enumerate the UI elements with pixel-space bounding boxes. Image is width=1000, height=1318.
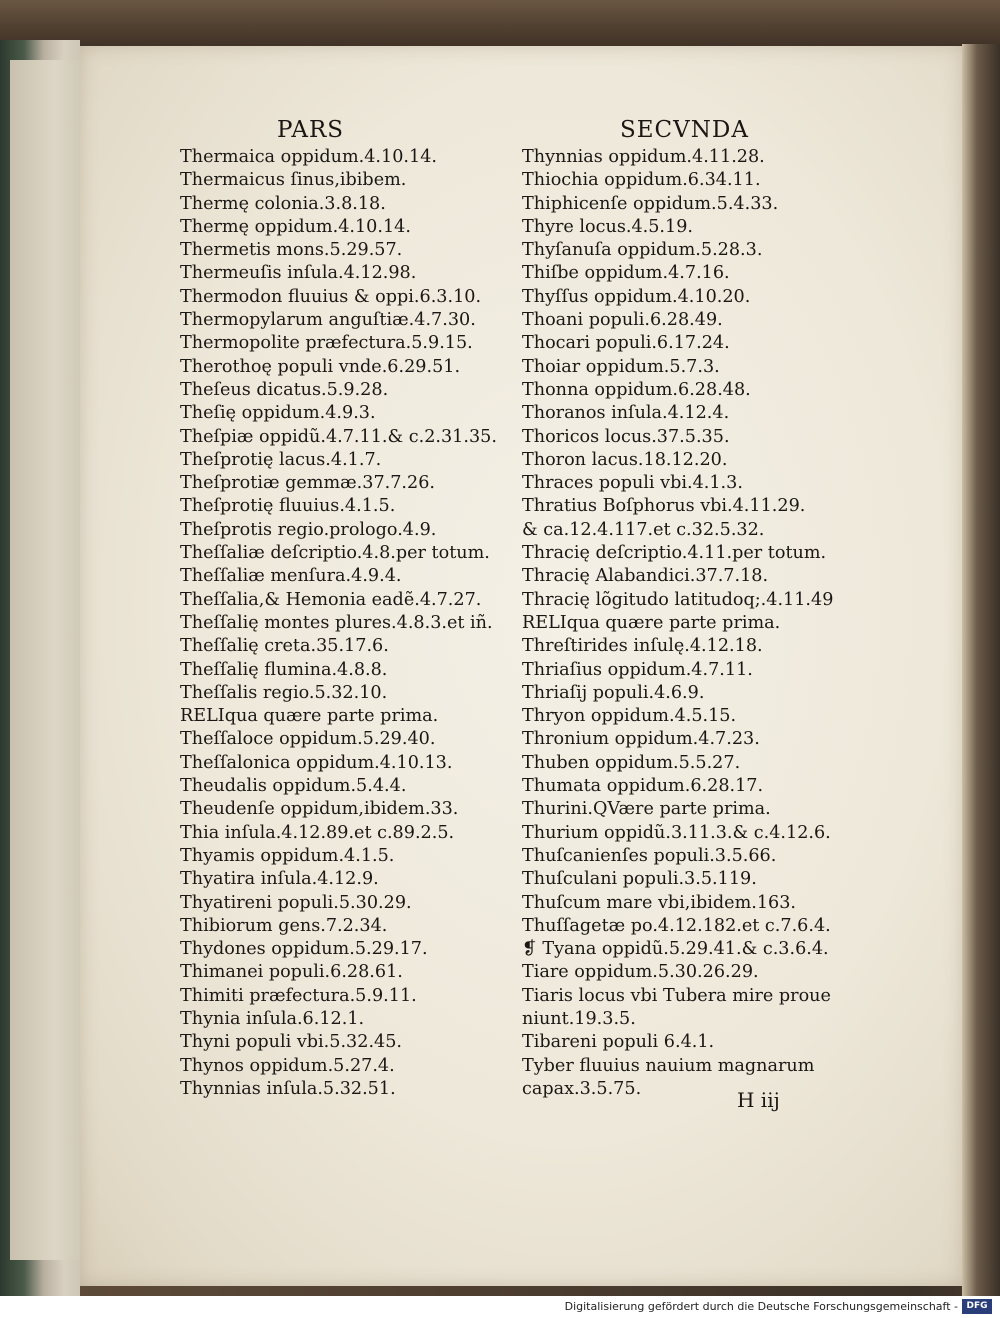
- running-header-left: PARS: [277, 117, 345, 143]
- index-entry: Thuſſagetæ po.4.12.182.et c.7.6.4.: [522, 915, 831, 936]
- index-entry: Thurini.QVære parte prima.: [522, 799, 771, 820]
- index-entry: Tyber fluuius nauium magnarum: [522, 1055, 815, 1076]
- index-entry: Thryon oppidum.4.5.15.: [522, 706, 737, 727]
- index-entry: ❡ Tyana oppidũ.5.29.41.& c.3.6.4.: [522, 939, 829, 960]
- index-entry: Thoiar oppidum.5.7.3.: [522, 356, 720, 377]
- index-entry: Theſſalia,& Hemonia eadẽ.4.7.27.: [180, 589, 482, 610]
- index-entry: Theſprotiæ gemmæ.37.7.26.: [180, 473, 435, 494]
- index-entry: Tibareni populi 6.4.1.: [522, 1032, 715, 1053]
- index-entry: Thermetis mons.5.29.57.: [180, 240, 403, 261]
- index-entry: Thyſanuſa oppidum.5.28.3.: [522, 240, 763, 261]
- index-entry: Thuſculani populi.3.5.119.: [522, 869, 757, 890]
- index-entry: Thoranos inſula.4.12.4.: [522, 403, 730, 424]
- index-entry: Theſſaliæ menſura.4.9.4.: [180, 566, 402, 587]
- index-entry: capax.3.5.75.: [522, 1078, 642, 1099]
- dfg-logo: DFG: [962, 1299, 992, 1314]
- index-entry: Theſſalię montes plures.4.8.3.et iñ.: [180, 612, 493, 633]
- index-entry: Thydones oppidum.5.29.17.: [180, 939, 428, 960]
- index-entry: Thyni populi vbi.5.32.45.: [180, 1032, 403, 1053]
- facing-page-edge: [10, 60, 84, 1260]
- index-entry: Thracię lõgitudo latitudoq;.4.11.49: [522, 589, 834, 610]
- index-entry: Thyatira inſula.4.12.9.: [180, 869, 379, 890]
- index-entry: Thraces populi vbi.4.1.3.: [522, 473, 743, 494]
- index-entry: Thronium oppidum.4.7.23.: [522, 729, 760, 750]
- index-entry: Theſię oppidum.4.9.3.: [180, 403, 376, 424]
- index-entry: & ca.12.4.117.et c.32.5.32.: [522, 519, 765, 540]
- index-entry: Thuſcum mare vbi,ibidem.163.: [522, 892, 797, 913]
- index-entry: Thiſbe oppidum.4.7.16.: [522, 263, 730, 284]
- index-entry: Thoricos locus.37.5.35.: [522, 426, 730, 447]
- index-entry: Theſprotię fluuius.4.1.5.: [180, 496, 396, 517]
- index-entry: Thynos oppidum.5.27.4.: [180, 1055, 395, 1076]
- index-entry: Thonna oppidum.6.28.48.: [522, 379, 751, 400]
- index-entry: Theſſaloce oppidum.5.29.40.: [180, 729, 436, 750]
- index-entry: Thyre locus.4.5.19.: [522, 216, 693, 237]
- index-entry: Thuſcanienſes populi.3.5.66.: [522, 845, 777, 866]
- index-entry: Thermodon fluuius & oppi.6.3.10.: [180, 286, 482, 307]
- index-entry: Thoani populi.6.28.49.: [522, 310, 723, 331]
- index-entry: RELIqua quære parte prima.: [522, 612, 781, 633]
- index-entry: Thratius Boſphorus vbi.4.11.29.: [522, 496, 806, 517]
- index-entry: Thynia inſula.6.12.1.: [180, 1008, 365, 1029]
- index-entry: Thurium oppidũ.3.11.3.& c.4.12.6.: [522, 822, 831, 843]
- index-entry: Theudalis oppidum.5.4.4.: [180, 776, 407, 797]
- index-entry: RELIqua quære parte prima.: [180, 706, 439, 727]
- index-entry: Thumata oppidum.6.28.17.: [522, 776, 764, 797]
- book-cover-top: [0, 0, 1000, 52]
- index-entry: Thermaica oppidum.4.10.14.: [180, 147, 437, 167]
- index-entry: Thocari populi.6.17.24.: [522, 333, 730, 354]
- index-entry: Thracię Alabandici.37.7.18.: [522, 566, 769, 587]
- index-entry: Thoron lacus.18.12.20.: [522, 449, 728, 470]
- index-entry: Thibiorum gens.7.2.34.: [180, 915, 388, 936]
- index-entry: Theſeus dicatus.5.9.28.: [180, 379, 389, 400]
- index-entry: Theſprotis regio.prologo.4.9.: [180, 519, 437, 540]
- index-column-left: [180, 146, 510, 1101]
- index-entry: Theſpiæ oppidũ.4.7.11.& c.2.31.35.: [180, 426, 497, 447]
- running-header-right: SECVNDA: [620, 117, 749, 143]
- index-entry: niunt.19.3.5.: [522, 1008, 636, 1029]
- index-column-right: [522, 146, 852, 1101]
- index-entry: Theudenſe oppidum,ibidem.33.: [180, 799, 459, 820]
- signature-mark: H iij: [737, 1088, 780, 1112]
- index-entry: Theſſalis regio.5.32.10.: [180, 682, 388, 703]
- index-entry: Thriaſij populi.4.6.9.: [522, 682, 705, 703]
- index-entry: Thuben oppidum.5.5.27.: [522, 752, 741, 773]
- index-entry: Threſtirides inſulę.4.12.18.: [522, 636, 763, 657]
- index-entry: Thia inſula.4.12.89.et c.89.2.5.: [180, 822, 455, 843]
- index-entry: Thimiti præfectura.5.9.11.: [180, 985, 417, 1006]
- index-entry: Thiochia oppidum.6.34.11.: [522, 170, 761, 191]
- index-entry: Therothoę populi vnde.6.29.51.: [180, 356, 461, 377]
- index-entry: Thermopylarum anguſtiæ.4.7.30.: [180, 310, 476, 331]
- index-entry: Tiare oppidum.5.30.26.29.: [522, 962, 759, 983]
- index-entry: Thracię deſcriptio.4.11.per totum.: [522, 543, 827, 564]
- index-entry: Thriaſius oppidum.4.7.11.: [522, 659, 753, 680]
- book-edge-right: [962, 44, 1000, 1296]
- index-entry: Theſſalię creta.35.17.6.: [180, 636, 389, 657]
- index-entry: Theſprotię lacus.4.1.7.: [180, 449, 382, 470]
- index-entry: Thiphicenſe oppidum.5.4.33.: [522, 193, 779, 214]
- index-entry: Thermę colonia.3.8.18.: [180, 193, 386, 214]
- index-entry: Thimanei populi.6.28.61.: [180, 962, 403, 983]
- index-entry: Thyſſus oppidum.4.10.20.: [522, 286, 751, 307]
- index-entry: Theſſaliæ deſcriptio.4.8.per totum.: [180, 543, 490, 564]
- index-entry: Thyatireni populi.5.30.29.: [180, 892, 412, 913]
- index-entry: Thermę oppidum.4.10.14.: [180, 216, 411, 237]
- index-entry: Thyamis oppidum.4.1.5.: [180, 845, 395, 866]
- index-entry: Thermaicus ſinus,ibibem.: [180, 170, 407, 191]
- index-entry: Theſſalię flumina.4.8.8.: [180, 659, 388, 680]
- index-entry: Tiaris locus vbi Tubera mire proue: [522, 985, 831, 1006]
- funding-credit: Digitalisierung gefördert durch die Deutsche Forschungsgemeinschaft -: [564, 1300, 958, 1313]
- index-entry: Thermeuſis inſula.4.12.98.: [180, 263, 417, 284]
- index-entry: Thynnias oppidum.4.11.28.: [522, 147, 765, 167]
- index-entry: Thermopolite præfectura.5.9.15.: [180, 333, 473, 354]
- index-entry: Thynnias inſula.5.32.51.: [180, 1078, 396, 1099]
- index-entry: Theſſalonica oppidum.4.10.13.: [180, 752, 453, 773]
